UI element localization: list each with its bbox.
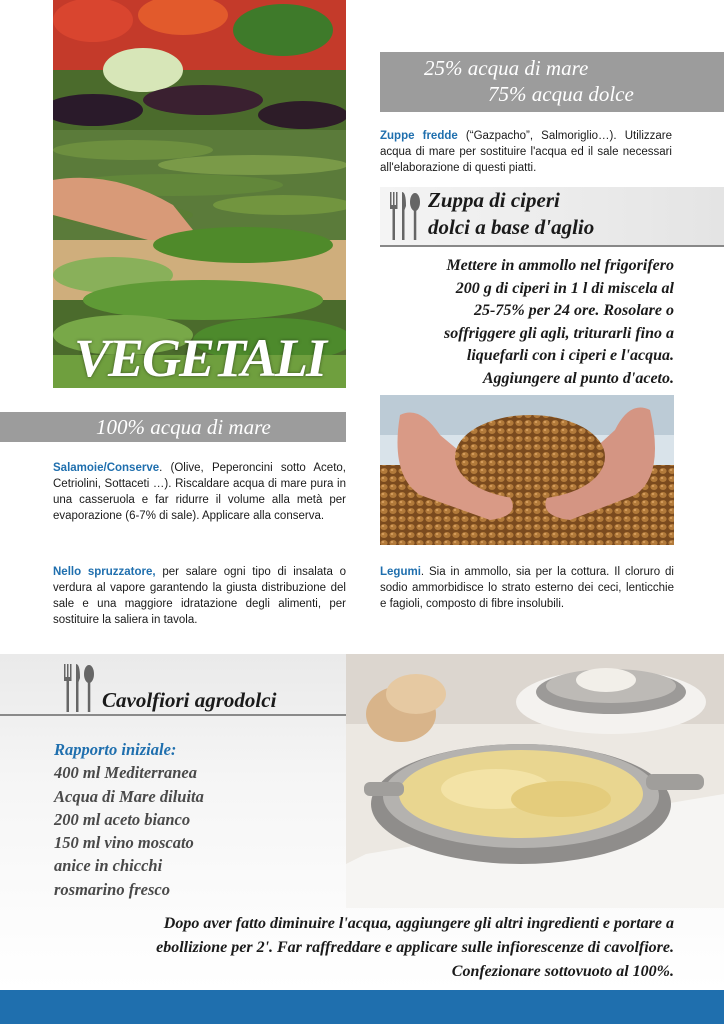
cavolfiori-divider bbox=[0, 714, 346, 716]
pure-seawater-label: 100% acqua di mare bbox=[96, 415, 271, 439]
zuppe-fredde-text: (“Gazpacho”, Salmoriglio…). Utilizzare acqua di mare per sostituire l'acqua ed il sale necessari all'elaborazione di questi piatti. bbox=[380, 130, 672, 174]
ratio-seawater: 25% acqua di mare bbox=[424, 56, 589, 80]
zuppe-fredde-paragraph bbox=[380, 128, 672, 176]
ciperi-illustration bbox=[380, 395, 674, 545]
vegetables-photo bbox=[53, 0, 346, 388]
cauliflower-illustration bbox=[346, 654, 724, 908]
ingredients-heading: Rapporto iniziale: bbox=[54, 740, 177, 759]
instruction-line: ebollizione per 2'. Far raffreddare e applicare sulle infiorescenze di cavolfiore. bbox=[156, 939, 674, 956]
spruzzatore-lead: Nello spruzzatore, bbox=[53, 566, 156, 578]
ratio-freshwater: 75% acqua dolce bbox=[488, 82, 634, 106]
zuppa-ciperi-recipe bbox=[384, 255, 674, 390]
recipe-line: 200 g di ciperi in 1 l di miscela al bbox=[455, 279, 674, 297]
salamoie-paragraph bbox=[53, 460, 346, 524]
cauliflower-dish-photo bbox=[346, 654, 724, 908]
zuppa-ciperi-title-line1: Zuppa di ciperi bbox=[428, 188, 560, 212]
instruction-line: Confezionare sottovuoto al 100%. bbox=[451, 963, 674, 980]
ingredient-item: anice in chicchi bbox=[54, 856, 163, 876]
ciperi-photo bbox=[380, 395, 674, 545]
vegetali-title: VEGETALI bbox=[73, 328, 326, 388]
pure-seawater-bar bbox=[0, 412, 346, 442]
cavolfiori-instructions bbox=[40, 912, 674, 984]
ingredient-item: Acqua di Mare diluita bbox=[54, 786, 204, 806]
ingredient-item: 150 ml vino moscato bbox=[54, 833, 194, 853]
seawater-ratio-bar bbox=[380, 52, 724, 112]
ingredient-item: rosmarino fresco bbox=[54, 879, 170, 899]
recipe-line: 25-75% per 24 ore. Rosolare o bbox=[474, 302, 674, 319]
salamoie-lead: Salamoie/Conserve bbox=[53, 462, 160, 474]
cutlery-icon bbox=[388, 190, 422, 242]
cutlery-icon bbox=[62, 662, 96, 714]
recipe-line: Aggiungere al punto d'aceto. bbox=[482, 369, 674, 387]
ingredient-item: 200 ml aceto bianco bbox=[54, 809, 191, 829]
ingredients-list bbox=[54, 738, 344, 901]
footer-bar bbox=[0, 990, 724, 1024]
spruzzatore-paragraph bbox=[53, 564, 346, 628]
salamoie-text: . (Olive, Peperoncini sotto Aceto, Cetriolini, Sottaceti …). Riscaldare acqua di mare pura in una casseruola e far ridurre il volume alla metà per evaporazione (6-7% di sale). Applicare alla conserva. bbox=[53, 462, 346, 522]
cavolfiori-title: Cavolfiori agrodolci bbox=[102, 688, 277, 712]
recipe-line: liquefarli con i ciperi e l'acqua. bbox=[466, 347, 674, 364]
recipe-line: soffriggere gli agli, triturarli fino a bbox=[444, 324, 674, 342]
legumi-text: . Sia in ammollo, sia per la cottura. Il cloruro di sodio ammorbidisce lo strato esterno dei ceci, lenticchie e fagioli, composto di fibre insolubili. bbox=[380, 566, 674, 610]
instruction-line: Dopo aver fatto diminuire l'acqua, aggiungere gli altri ingredienti e portare a bbox=[163, 915, 674, 932]
legumi-paragraph bbox=[380, 564, 674, 612]
zuppa-ciperi-title-line2: dolci a base d'aglio bbox=[428, 215, 595, 239]
legumi-lead: Legumi bbox=[380, 566, 421, 578]
spruzzatore-text: per salare ogni tipo di insalata o verdura al vapore garantendo la giusta distribuzione del sale e una maggiore idratazione degli alimenti, per sostituire la saliera in tavola. bbox=[53, 566, 346, 626]
zuppe-fredde-lead: Zuppe fredde bbox=[380, 130, 458, 142]
zuppa-ciperi-title bbox=[428, 187, 594, 241]
recipe-line: Mettere in ammollo nel frigorifero bbox=[446, 257, 674, 274]
ingredient-item: 400 ml Mediterranea bbox=[54, 763, 197, 783]
